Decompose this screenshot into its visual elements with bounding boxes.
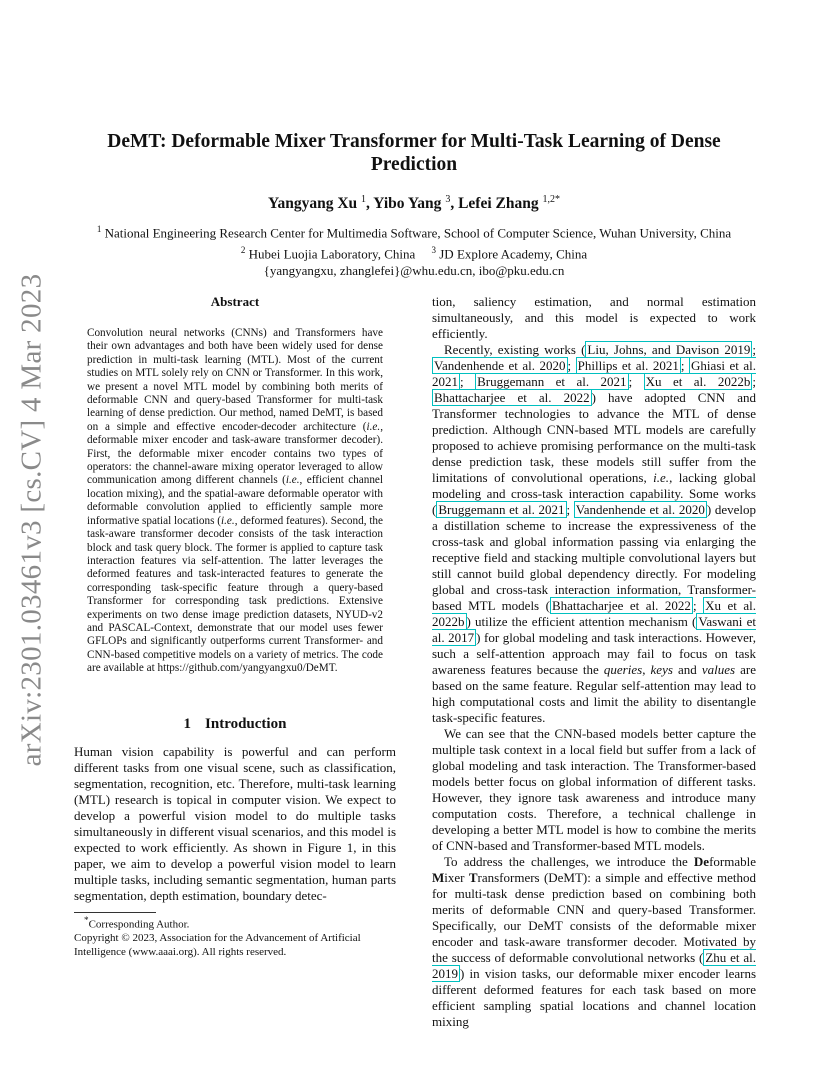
citation-link[interactable]: Phillips et al. 2021 — [577, 358, 679, 373]
paper-header — [74, 130, 754, 279]
affiliation-mark: 3 — [431, 244, 436, 255]
citation-link[interactable]: Bruggemann et al. 2021 — [477, 374, 627, 389]
affiliation-line — [74, 242, 754, 263]
author-list: Yangyang Xu $^1$, Yibo Yang $^3$, Lefei Zhang $^{1,2*}$ — [268, 194, 560, 213]
footnote — [74, 914, 396, 959]
citation-link[interactable]: Xu et al. 2022b — [432, 598, 756, 629]
footnote-rule — [74, 912, 156, 913]
affiliation-text: National Engineering Research Center for Multimedia Software, School of Computer Science, Wuhan University, China — [104, 225, 732, 241]
author-affiliation-mark: 1,2* — [542, 194, 560, 205]
body-paragraph: tion, saliency estimation, and normal estimation simultaneously, and this model is expected to work efficiently. — [432, 294, 756, 341]
affiliation-line — [74, 221, 754, 242]
abstract-heading: Abstract — [210, 294, 260, 309]
arxiv-stamp — [12, 273, 52, 767]
left-column — [74, 294, 396, 904]
citation-link[interactable]: Bruggemann et al. 2021 — [438, 502, 565, 517]
citation-link[interactable]: Vandenhende et al. 2020 — [434, 358, 566, 373]
body-paragraph: We can see that the CNN-based models better capture the multiple task context in a local field but suffer from a lack of global modeling and task interaction. The Transformer-based models better focus on global information of different tasks. However, they ignore task awareness and introduce many computation costs. Therefore, a technical challenge in developing a better MTL model is how to combine the merits of CNN-based and Transformer-based MTL models. — [432, 726, 756, 853]
arxiv-identifier: arXiv:2301.03461v3 [cs.CV] 4 Mar 2023 — [15, 273, 48, 767]
citation-link[interactable]: Zhu et al. 2019 — [432, 950, 756, 981]
body-paragraph: To address the challenges, we introduce the Deformable Mixer Transformers (DeMT): a simple and effective method for multi-task dense prediction based on combining both merits of deformable CNN and query-based Transformer. Specifically, our DeMT consists of the deformable mixer encoder and task-aware transformer decoder. Motivated by the success of deformable convolutional networks ( Zhu et al. 2019 ) in vision tasks, our deformable mixer encoder learns different deformed features for each task based on more efficient sampling spatial locations and channel location mixing — [432, 854, 756, 1029]
copyright-notice: Copyright © 2023, Association for the Advancement of Artificial Intelligence (www.aaai.org). All rights reserved. — [74, 932, 361, 958]
right-column — [432, 294, 756, 1030]
citation-link[interactable]: Vaswani et al. 2017 — [432, 614, 756, 645]
paper-title — [74, 130, 754, 176]
citation-link[interactable]: Liu, Johns, and Davison 2019 — [587, 342, 751, 357]
abstract-body: Convolution neural networks (CNNs) and Transformers have their own advantages and both have been widely used for dense prediction in multi-task learning (MTL). Most of the current studies on MTL solely rely on CNN or Transformer. In this work, we present a novel MTL model by combining both merits of deformable CNN and query-based Transformer for multi-task learning of dense prediction. Our method, named DeMT, is based on a simple and effective encoder-decoder architecture (i.e., deformable mixer encoder and task-aware transformer decoder). First, the deformable mixer encoder contains two types of operators: the channel-aware mixing operator leveraged to allow communication among different channels (i.e., efficient channel location mixing), and the spatial-aware deformable operator with deformable convolution applied to efficiently sample more informative spatial locations (i.e., deformed features). Second, the task-aware transformer decoder consists of the task interaction block and task query block. The former is applied to capture task interaction features via self-attention. The latter leverages the deformed features and task-interacted features to generate the corresponding task-specific feature through a query-based Transformer for corresponding task predictions. Extensive experiments on two dense image prediction datasets, NYUD-v2 and PASCAL-Context, demonstrate that our model uses fewer GFLOPs and significantly outperforms current Transformer- and CNN-based competitive models on a variety of metrics. The code are available at https://github.com/yangyangxu0/DeMT. — [87, 327, 383, 675]
citation-link[interactable]: Bhattacharjee et al. 2022 — [434, 390, 590, 405]
citation-link[interactable]: Vandenhende et al. 2020 — [575, 502, 705, 517]
intro-paragraph: Human vision capability is powerful and can perform different tasks from one visual scene, such as classification, segmentation, recognition, etc. Therefore, multi-task learning (MTL) research is topical in computer vision. We expect to develop a powerful vision model to do multiple tasks simultaneously in different visual scenarios, and this model is expected to work efficiently. As shown in Figure 1, in this paper, we aim to develop a powerful vision model to learn multiple tasks, including semantic segmentation, human parts segmentation, depth estimation, boundary detec- — [74, 743, 396, 903]
citation-link[interactable]: Ghiasi et al. 2021 — [432, 358, 756, 389]
body-paragraph: Recently, existing works ( Liu, Johns, and Davison 2019 ; Vandenhende et al. 2020 ; Phillips et al. 2021 ; Ghiasi et al. 2021 ; Bruggemann et al. 2021 ; Xu et al. 2022b ; Bhattacharjee et al. 2022 ) have adopted CNN and Transformer technologies to advance the MTL of dense prediction. Although CNN-based MTL models are carefully proposed to achieve promising performance on the multi-task dense prediction task, these models still suffer from the limitations of convolutional operations, i.e., lacking global modeling and cross-task interaction capability. Some works ( Bruggemann et al. 2021 ; Vandenhende et al. 2020 ) develop a distillation scheme to increase the expressiveness of the cross-task and global information passing via enlarging the receptive field and stacking multiple convolutional layers but still cannot build global dependency directly. For modeling global and cross-task interaction information, Transformer-based MTL models ( Bhattacharjee et al. 2022 ; Xu et al. 2022b ) utilize the efficient attention mechanism ( Vaswani et al. 2017 ) for global modeling and task interactions. However, such a self-attention approach may fail to focus on task awareness features because the queries, keys and values are based on the same feature. Regular self-attention may lead to high computational costs and limit the ability to disentangle task-specific features. — [432, 342, 757, 725]
affiliation-mark: 1 — [96, 224, 102, 235]
section-heading-introduction — [74, 716, 396, 732]
affiliation-mark: 2 — [240, 244, 246, 255]
section-number: 1 — [183, 715, 192, 732]
author-name: Lefei Zhang — [458, 195, 539, 213]
author-emails: {yangyangxu, zhanglefei}@whu.edu.cn, ibo@pku.edu.cn — [263, 262, 565, 278]
citation-link[interactable]: Bhattacharjee et al. 2022 — [551, 598, 691, 613]
citation-link[interactable]: Xu et al. 2022b — [645, 374, 751, 389]
author-affiliation-mark: 3 — [445, 194, 451, 205]
affiliation-text: Hubei Luojia Laboratory, China — [248, 246, 416, 262]
section-title: Introduction — [205, 715, 287, 732]
author-name: Yangyang Xu — [268, 195, 358, 213]
author-affiliation-mark: 1 — [361, 194, 367, 205]
affiliations — [74, 221, 754, 279]
author-name: Yibo Yang — [373, 195, 442, 213]
corresponding-author-note: *Corresponding Author. — [84, 915, 190, 931]
affiliation-text: JD Explore Academy, China — [439, 246, 588, 262]
title-line-2: Prediction — [370, 154, 458, 175]
title-line-1: DeMT: Deformable Mixer Transformer for Multi-Task Learning of Dense — [107, 131, 721, 152]
